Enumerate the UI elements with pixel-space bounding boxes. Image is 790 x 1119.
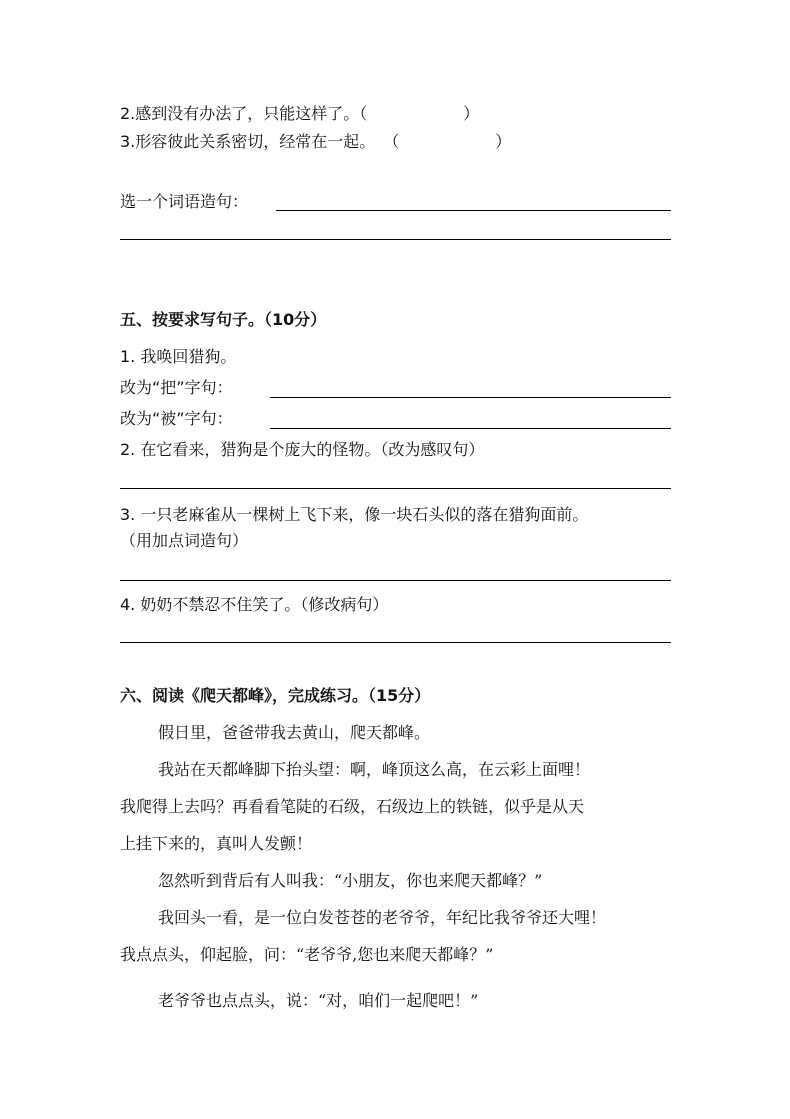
section5-heading: 五、按要求写句子。（10分） — [120, 310, 327, 329]
sentence-answer-line-1[interactable] — [276, 210, 671, 211]
vocab-item-3-text: 3.形容彼此关系密切，经常在一起。 — [120, 132, 376, 151]
vocab-item-2-paren-close: ） — [463, 104, 480, 123]
section6-heading: 六、阅读《爬天都峰》，完成练习。（15分） — [120, 686, 431, 705]
s5-q4: 4. 奶奶不禁忍不住笑了。（修改病句） — [120, 595, 389, 614]
s5-q1-bei-answer-line[interactable] — [270, 428, 671, 429]
vocab-item-3-paren-close: ） — [495, 132, 512, 151]
vocab-item-2-paren-open: （ — [359, 104, 368, 123]
vocab-item-2 — [120, 103, 479, 125]
s5-q3-line1: 3. 一只老麻雀从一棵树上飞下来，像一块石头似的落在猎狗面前。 — [120, 505, 589, 524]
s5-q3-line2: （用加点词造句） — [120, 531, 249, 550]
sentence-prompt: 选一个词语造句： — [120, 192, 249, 211]
vocab-item-3-paren-open: （ — [383, 132, 400, 151]
passage-paragraph: 我点点头，仰起脸，问：“老爷爷,您也来爬天都峰？” — [120, 945, 494, 964]
s5-q2-answer-line[interactable] — [120, 488, 671, 489]
s5-q1: 1. 我唤回猎狗。 — [120, 347, 237, 366]
sentence-answer-line-2[interactable] — [120, 239, 671, 240]
s5-q2: 2. 在它看来，猎狗是个庞大的怪物。（改为感叹句） — [120, 440, 485, 459]
vocab-item-2-text: 2.感到没有办法了，只能这样了。 — [120, 104, 360, 123]
s5-q1-bei-label: 改为“被”字句： — [120, 409, 233, 428]
s5-q1-ba-label: 改为“把”字句： — [120, 378, 233, 397]
s5-q3-answer-line[interactable] — [120, 580, 671, 581]
vocab-item-3 — [120, 131, 511, 153]
s5-q4-answer-line[interactable] — [120, 642, 671, 643]
passage-paragraph: 上挂下来的，真叫人发颤！ — [120, 834, 313, 853]
passage-paragraph: 我回头一看，是一位白发苍苍的老爷爷，年纪比我爷爷还大哩！ — [158, 908, 607, 927]
passage-paragraph: 我站在天都峰脚下抬头望：啊，峰顶这么高，在云彩上面哩！ — [158, 760, 591, 779]
passage-paragraph: 假日里，爸爸带我去黄山，爬天都峰。 — [158, 723, 431, 742]
passage-paragraph: 我爬得上去吗？再看看笔陡的石级，石级边上的铁链，似乎是从天 — [120, 797, 585, 816]
s5-q1-ba-answer-line[interactable] — [270, 397, 671, 398]
passage-paragraph: 忽然听到背后有人叫我：“小朋友，你也来爬天都峰？” — [158, 871, 543, 890]
passage-paragraph: 老爷爷也点点头，说：“对，咱们一起爬吧！” — [158, 991, 479, 1010]
